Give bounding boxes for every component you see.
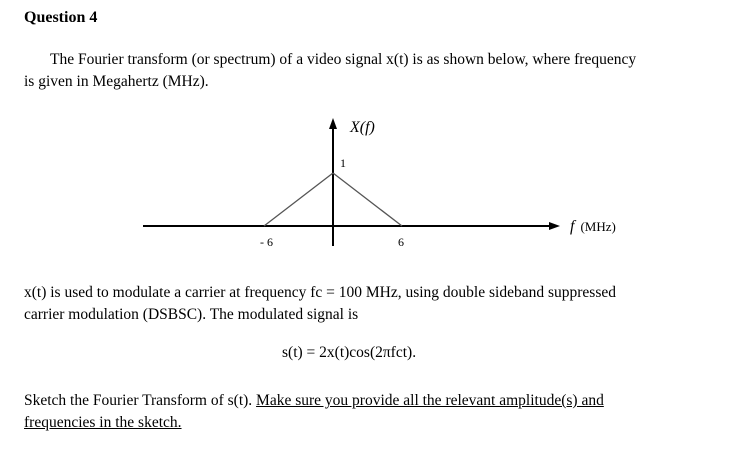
intro-line-1: The Fourier transform (or spectrum) of a video signal x(t) is as shown below, where frequency (50, 51, 637, 68)
task-instruction: Sketch the Fourier Transform of s(t). (24, 392, 253, 409)
y-axis-label: X(f) (350, 119, 375, 136)
equation: s(t) = 2x(t)cos(2πfct). (282, 344, 417, 361)
x-axis-arrow (549, 222, 560, 230)
x-axis-label: f (MHz) (570, 218, 616, 235)
modulation-line-2: carrier modulation (DSBSC). The modulated signal is (24, 306, 359, 323)
task-requirement-part-1: Make sure you provide all the relevant amplitude(s) and (256, 392, 604, 409)
task-line-1 (24, 390, 604, 412)
peak-value-label: 1 (340, 156, 346, 170)
task-requirement-part-2: frequencies in the sketch. (24, 414, 182, 431)
spectrum-segment (333, 173, 402, 226)
x-tick-label: - 6 (260, 235, 273, 249)
spectrum-segment (264, 173, 333, 226)
modulation-line-1: x(t) is used to modulate a carrier at frequency fc = 100 MHz, using double sideband suppressed (24, 284, 616, 301)
x-tick-label: 6 (398, 235, 404, 249)
intro-line-2: is given in Megahertz (MHz). (24, 73, 209, 90)
y-axis-arrow (329, 118, 337, 129)
question-heading: Question 4 (24, 9, 98, 26)
